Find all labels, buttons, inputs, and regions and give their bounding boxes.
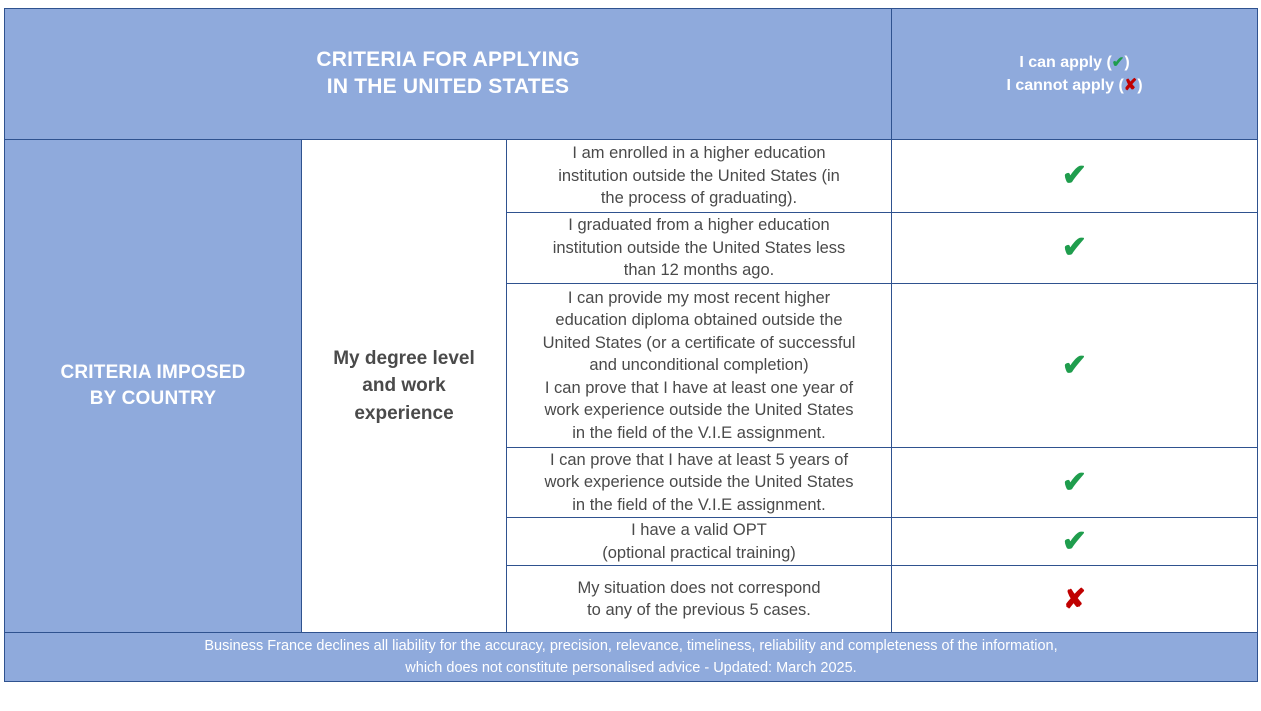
criteria-line: than 12 months ago.: [623, 261, 775, 280]
check-icon: ✔: [1111, 53, 1125, 71]
criteria-line: to any of the previous 5 cases.: [587, 601, 811, 619]
criteria-line: I can provide my most recent higher: [567, 288, 831, 307]
criteria-line: education diploma obtained outside the: [555, 311, 843, 330]
criteria-text-cell: [507, 448, 892, 518]
answer-cell: ✔: [892, 213, 1258, 284]
legend-can-apply: [892, 51, 1257, 74]
subcategory-line2: and work: [362, 375, 446, 397]
disclaimer-line1: Business France declines all liability for the accuracy, precision, relevance, timeliness, reliability and completeness of the information,: [204, 637, 1058, 654]
disclaimer-line2: which does not constitute personalised advice - Updated: March 2025.: [405, 660, 857, 676]
header-legend-cell: [892, 9, 1258, 140]
criteria-line: institution outside the United States less: [552, 238, 846, 257]
table-row: [5, 140, 1258, 213]
criteria-line: I graduated from a higher education: [568, 216, 830, 235]
criteria-line: I am enrolled in a higher education: [572, 144, 826, 163]
criteria-line: (optional practical training): [602, 543, 796, 562]
legend-can-apply-close: ): [1124, 53, 1130, 71]
disclaimer-footer: [5, 633, 1258, 682]
answer-cell: ✔: [892, 284, 1258, 448]
header-title-cell: [5, 9, 892, 140]
criteria-text-cell: [507, 213, 892, 284]
criteria-line: institution outside the United States (in: [558, 166, 840, 185]
legend-can-apply-label: I can apply (: [1019, 53, 1112, 71]
legend-cannot-apply: [892, 74, 1257, 97]
criteria-line: United States (or a certificate of successful: [542, 333, 856, 352]
table-footer-row: [5, 633, 1258, 682]
legend-cannot-apply-label: I cannot apply (: [1006, 77, 1124, 94]
criteria-line: in the field of the V.I.E assignment.: [572, 423, 826, 442]
criteria-text-cell: [507, 140, 892, 213]
criteria-table: [4, 8, 1258, 682]
criteria-text-cell: [507, 566, 892, 633]
side-label-line2: BY COUNTRY: [89, 388, 217, 409]
subcategory-degree-and-experience: [302, 140, 507, 633]
cross-icon: ✘: [1123, 77, 1138, 94]
header-title-line2: IN THE UNITED STATES: [326, 75, 570, 98]
answer-cell: ✘: [892, 566, 1258, 633]
criteria-line: My situation does not correspond: [577, 578, 821, 597]
header-title-line1: CRITERIA FOR APPLYING: [316, 48, 580, 72]
criteria-line: I have a valid OPT: [631, 521, 767, 540]
subcategory-line3: experience: [354, 402, 454, 424]
answer-cell: ✔: [892, 140, 1258, 213]
side-label-criteria-imposed-by-country: [5, 140, 302, 633]
answer-cell: ✔: [892, 448, 1258, 518]
criteria-line: work experience outside the United States: [544, 473, 854, 492]
side-label-line1: CRITERIA IMPOSED: [60, 362, 246, 384]
criteria-line: I can prove that I have at least 5 years of: [549, 450, 849, 469]
table-header-row: [5, 9, 1258, 140]
criteria-line: I can prove that I have at least one year of: [544, 378, 854, 397]
criteria-line: work experience outside the United States: [544, 401, 854, 420]
criteria-line: the process of graduating).: [600, 189, 798, 208]
criteria-line: and unconditional completion): [589, 356, 809, 375]
legend-cannot-apply-close: ): [1137, 77, 1143, 94]
criteria-line: in the field of the V.I.E assignment.: [572, 495, 826, 514]
subcategory-line1: My degree level: [333, 347, 475, 369]
answer-cell: ✔: [892, 518, 1258, 566]
criteria-text-cell: [507, 284, 892, 448]
criteria-text-cell: [507, 518, 892, 566]
